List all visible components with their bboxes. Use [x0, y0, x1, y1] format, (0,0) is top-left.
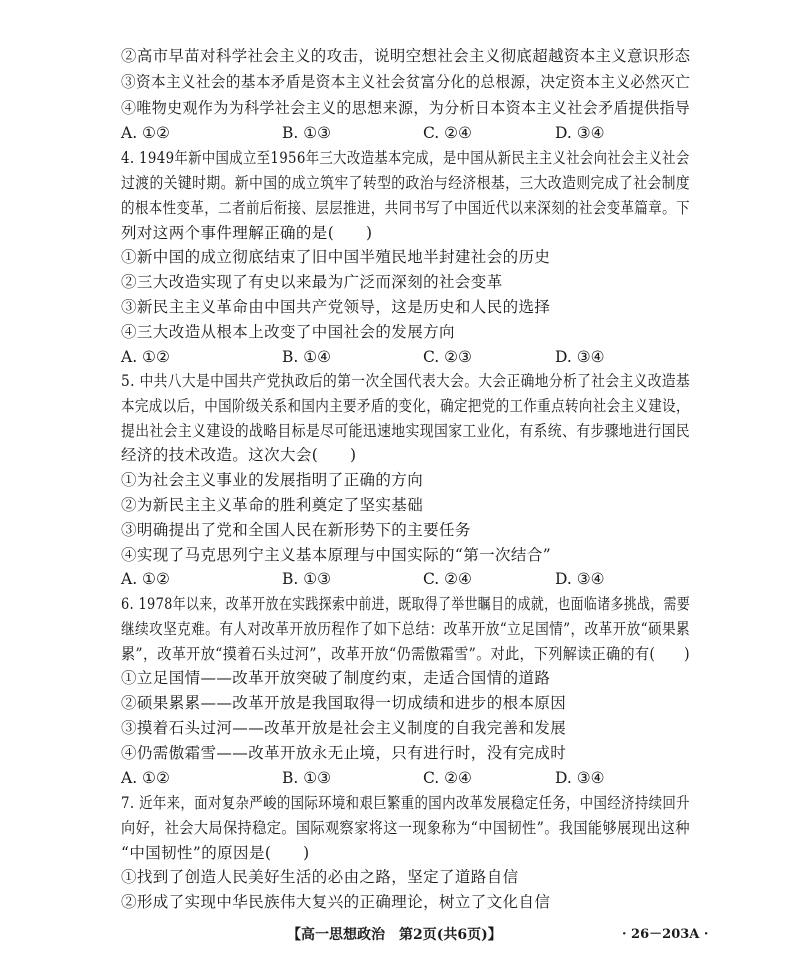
q4-choice-c: C. ②③ — [423, 348, 472, 366]
q3-choices — [121, 122, 681, 144]
q7-option-1: ①找到了创造人民美好生活的必由之路，坚定了道路自信 — [121, 868, 519, 886]
q6-option-3: ③摸着石头过河——改革开放是社会主义制度的自我完善和发展 — [121, 719, 567, 737]
q4-choice-a: A. ①② — [121, 348, 170, 366]
q7-stem-line-1: 7. 近年来，面对复杂严峻的国际环境和艰巨繁重的国内改革发展稳定任务，中国经济持续回升 — [121, 794, 690, 812]
q4-choices — [121, 346, 681, 368]
q6-choice-c: C. ②④ — [423, 769, 472, 787]
page-footer: 【高一思想政治 第2页(共6页)】 — [287, 927, 502, 943]
q6-stem-line-3: 累”，改革开放“摸着石头过河”，改革开放“仍需傲霜雪”。对此，下列解读正确的有( ) — [121, 645, 690, 663]
q5-option-1: ①为社会主义事业的发展指明了正确的方向 — [121, 471, 424, 489]
q5-choices — [121, 568, 681, 590]
q5-option-2: ②为新民主主义革命的胜利奠定了坚实基础 — [121, 496, 424, 514]
q7-stem-line-2: 向好，社会大局保持稳定。国际观察家将这一现象称为“中国韧性”。我国能够展现出这种 — [121, 819, 690, 837]
paper-code: · 26－203A · — [622, 927, 709, 942]
q3-option-4: ④唯物史观作为为科学社会主义的思想来源，为分析日本资本主义社会矛盾提供指导 — [121, 99, 691, 117]
q4-stem-line-2: 过渡的关键时期。新中国的成立筑牢了转型的政治与经济根基，三大改造则完成了社会制度 — [121, 174, 691, 192]
q3-choice-d: D. ③④ — [555, 124, 605, 142]
q5-stem-line-2: 本完成以后，中国阶级关系和国内主要矛盾的变化，确定把党的工作重点转向社会主义建设， — [121, 397, 690, 415]
q5-choice-c: C. ②④ — [423, 570, 472, 588]
q4-choice-d: D. ③④ — [555, 348, 605, 366]
q3-choice-c: C. ②④ — [423, 124, 472, 142]
q4-stem-line-3: 的根本性变革，二者前后衔接、层层推进，共同书写了中国近代以来深刻的社会变革篇章。下 — [121, 199, 690, 217]
q5-choice-b: B. ①③ — [282, 570, 332, 588]
q6-option-1: ①立足国情——改革开放突破了制度约束，走适合国情的道路 — [121, 669, 551, 687]
q6-choice-d: D. ③④ — [555, 769, 605, 787]
q4-option-2: ②三大改造实现了有史以来最为广泛而深刻的社会变革 — [121, 273, 503, 291]
q4-stem-line-4: 列对这两个事件理解正确的是( ) — [121, 224, 373, 242]
q4-option-4: ④三大改造从根本上改变了中国社会的发展方向 — [121, 323, 455, 341]
q5-option-3: ③明确提出了党和全国人民在新形势下的主要任务 — [121, 521, 471, 539]
q6-option-4: ④仍需傲霜雪——改革开放永无止境，只有进行时，没有完成时 — [121, 744, 567, 762]
q5-choice-a: A. ①② — [121, 570, 170, 588]
q4-choice-b: B. ①④ — [282, 348, 332, 366]
q3-option-2: ②高市早苗对科学社会主义的攻击，说明空想社会主义彻底超越资本主义意识形态 — [121, 47, 691, 65]
q6-choice-a: A. ①② — [121, 769, 170, 787]
q4-stem-line-1: 4. 1949年新中国成立至1956年三大改造基本完成，是中国从新民主主义社会向社会主义社会 — [121, 149, 690, 167]
q6-choice-b: B. ①③ — [282, 769, 332, 787]
q7-stem-line-3: “中国韧性”的原因是( ) — [121, 844, 310, 862]
q3-choice-a: A. ①② — [121, 124, 170, 142]
q6-stem-line-2: 继续攻坚克难。有人对改革开放历程作了如下总结：改革开放“立足国情”，改革开放“硕果累 — [121, 620, 691, 638]
q5-stem-line-1: 5. 中共八大是中国共产党执政后的第一次全国代表大会。大会正确地分析了社会主义改造基 — [121, 372, 691, 390]
q6-option-2: ②硕果累累——改革开放是我国取得一切成绩和进步的根本原因 — [121, 694, 567, 712]
q3-choice-b: B. ①③ — [282, 124, 332, 142]
q5-choice-d: D. ③④ — [555, 570, 605, 588]
q5-option-4: ④实现了马克思列宁主义基本原理与中国实际的“第一次结合” — [121, 546, 552, 564]
q7-option-2: ②形成了实现中华民族伟大复兴的正确理论，树立了文化自信 — [121, 893, 551, 911]
q3-option-3: ③资本主义社会的基本矛盾是资本主义社会贫富分化的总根源，决定资本主义必然灭亡 — [121, 73, 691, 91]
q6-stem-line-1: 6. 1978年以来，改革开放在实践探索中前进，既取得了举世瞩目的成就，也面临诸多挑战，需要 — [121, 595, 691, 613]
q6-choices — [121, 767, 681, 789]
q5-stem-line-4: 经济的技术改造。这次大会( ) — [121, 446, 357, 464]
q4-option-1: ①新中国的成立彻底结束了旧中国半殖民地半封建社会的历史 — [121, 248, 551, 266]
q5-stem-line-3: 提出社会主义建设的战略目标是尽可能迅速地实现国家工业化，有系统、有步骤地进行国民 — [121, 422, 691, 440]
q4-option-3: ③新民主主义革命由中国共产党领导，这是历史和人民的选择 — [121, 298, 551, 316]
